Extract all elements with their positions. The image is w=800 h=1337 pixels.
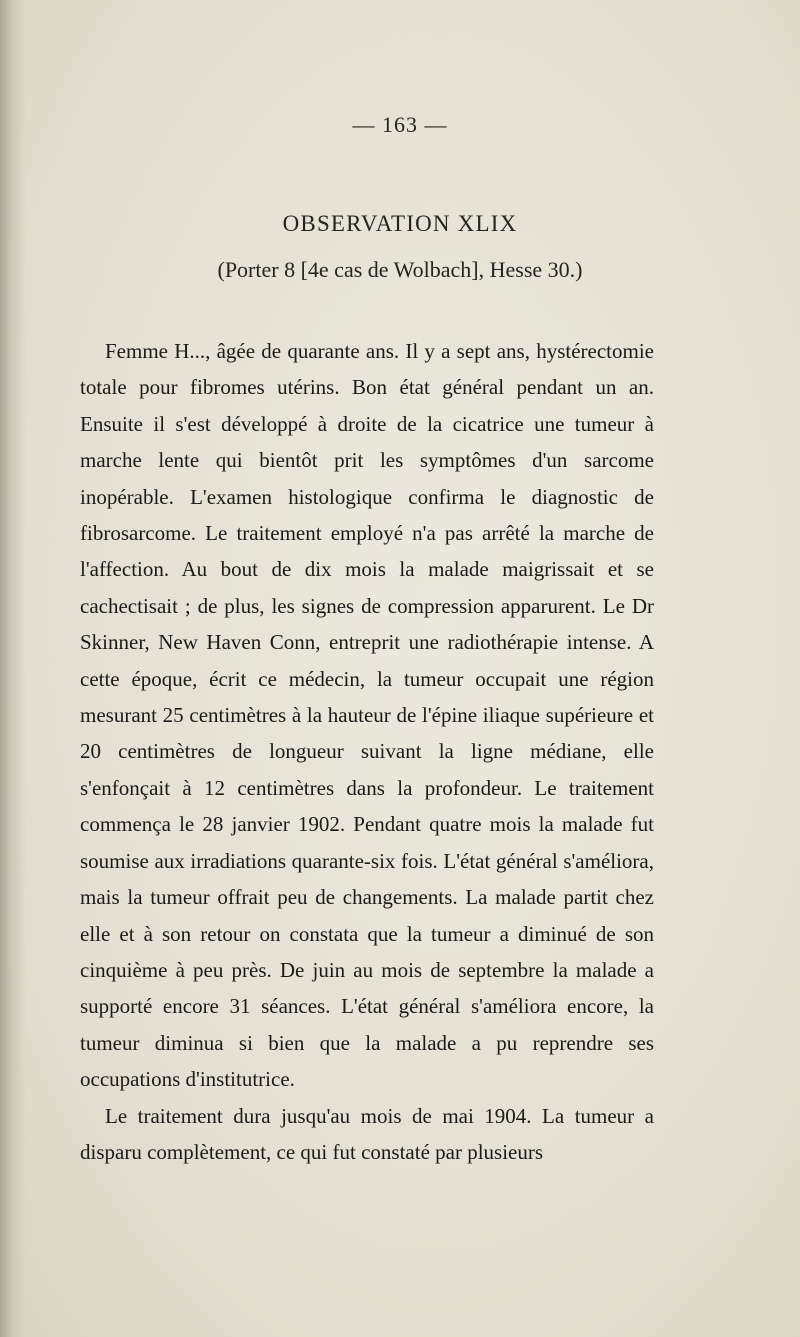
- paragraph-treatment-outcome: Le traitement dura jusqu'au mois de mai 1904. La tumeur a disparu complètement, ce qui fut constaté par plusieurs: [80, 1103, 654, 1164]
- binding-shadow: [0, 0, 26, 1337]
- page-number: — 163 —: [352, 112, 448, 137]
- observation-source: (Porter 8 [4e cas de Wolbach], Hesse 30.): [217, 257, 583, 282]
- observation-title: OBSERVATION XLIX: [282, 211, 518, 236]
- body-text: [80, 333, 654, 1170]
- paragraph-case-report: Femme H..., âgée de quarante ans. Il y a sept ans, hystérectomie totale pour fibromes utérins. Bon état général pendant un an. Ensuite il s'est développé à droite de la cicatrice une tumeur à marche lente qui bientôt prit les symptômes d'un sarcome inopérable. L'examen histologique confirma le diagnostic de fibrosarcome. Le traitement employé n'a pas arrêté la marche de l'affection. Au bout de dix mois la malade maigrissait et se cachectisait ; de plus, les signes de compression apparurent. Le Dr Skinner, New Haven Conn, entreprit une radiothérapie intense. A cette époque, écrit ce médecin, la tumeur occupait une région mesurant 25 centimètres à la hauteur de l'épine iliaque supérieure et 20 centimètres de longueur suivant la ligne médiane, elle s'enfonçait à 12 centimètres dans la profondeur. Le traitement commença le 28 janvier 1902. Pendant quatre mois la malade fut soumise aux irradiations quarante-six fois. L'état général s'améliora, mais la tumeur offrait peu de changements. La malade partit chez elle et à son retour on constata que la tumeur a diminué de son cinquième à peu près. De juin au mois de septembre la malade a supporté encore 31 séances. L'état général s'améliora encore, la tumeur diminua si bien que la malade a pu reprendre ses occupations d'institutrice.: [80, 339, 654, 1092]
